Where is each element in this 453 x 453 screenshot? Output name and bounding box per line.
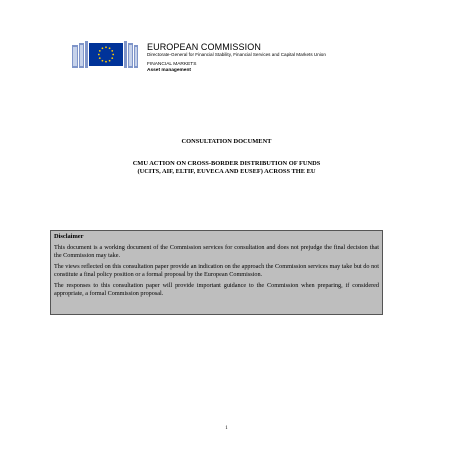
eu-star-icon	[109, 60, 111, 62]
document-title-line-1: CMU ACTION ON CROSS-BORDER DISTRIBUTION OF FUNDS	[132, 160, 321, 167]
eu-star-icon	[98, 54, 100, 56]
directorate: FINANCIAL MARKETS	[147, 62, 197, 67]
eu-star-icon	[102, 60, 104, 62]
eu-star-icon	[109, 47, 111, 49]
eu-star-icon	[105, 46, 107, 48]
eu-star-icon	[99, 50, 101, 52]
page-number: 1	[225, 426, 228, 431]
eu-star-icon	[111, 57, 113, 59]
disclaimer-paragraph-2: The views reflected on this consultation paper provide an indication on the approach the Commission services may take but do not constitute a final policy position or a formal proposal by the European Commission.	[54, 263, 379, 278]
eu-star-icon	[99, 57, 101, 59]
directorate-general: Directorate-General for Financial Stability, Financial Services and Capital Markets Union	[147, 52, 326, 57]
unit-name: Asset management	[147, 67, 191, 73]
eu-flag-logo-icon	[72, 41, 138, 68]
eu-star-icon	[111, 50, 113, 52]
document-title-line-2: (UCITS, AIF, ELTIF, EUVECA AND EUSEF) ACROSS THE EU	[137, 168, 316, 175]
eu-star-icon	[112, 54, 114, 56]
disclaimer-box	[50, 230, 383, 315]
document-title	[60, 160, 393, 176]
eu-star-icon	[105, 61, 107, 63]
eu-star-icon	[102, 47, 104, 49]
organization-header	[147, 42, 447, 73]
disclaimer-paragraph-3: The responses to this consultation paper will provide important guidance to the Commission when preparing, if considered appropriate, a formal Commission proposal.	[54, 282, 379, 297]
organization-name: EUROPEAN COMMISSION	[147, 42, 261, 52]
document-type: CONSULTATION DOCUMENT	[181, 138, 272, 145]
disclaimer-paragraph-1: This document is a working document of the Commission services for consultation and does not prejudge the final decision that the Commission may take.	[54, 244, 379, 259]
disclaimer-heading: Disclaimer	[54, 233, 84, 240]
